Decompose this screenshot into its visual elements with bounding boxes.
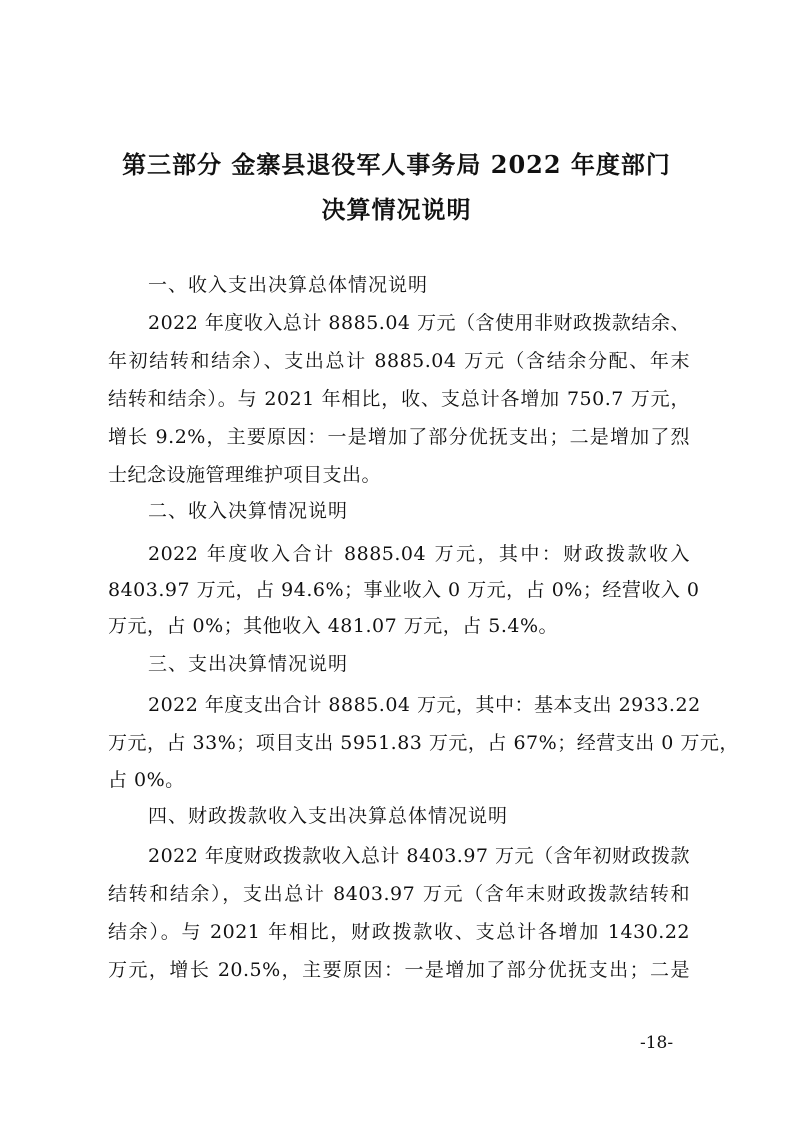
paragraph-line: 2022 年度支出合计 8885.04 万元，其中：基本支出 2933.22 — [148, 694, 701, 716]
section-heading-4: 四、财政拨款收入支出决算总体情况说明 — [148, 805, 509, 827]
paragraph-line: 结转和结余），支出总计 8403.97 万元（含年末财政拨款结转和 — [108, 883, 690, 905]
paragraph-line: 年初结转和结余）、支出总计 8885.04 万元（含结余分配、年末 — [108, 350, 690, 372]
paragraph-line: 2022 年度财政拨款收入总计 8403.97 万元（含年初财政拨款 — [148, 845, 691, 867]
section-heading-3: 三、支出决算情况说明 — [148, 653, 349, 675]
paragraph-line: 结转和结余）。与 2021 年相比，收、支总计各增加 750.7 万元， — [108, 388, 690, 410]
section-heading-1: 一、收入支出决算总体情况说明 — [148, 274, 429, 296]
page-number: -18- — [640, 1033, 674, 1053]
paragraph-line: 占 0%。 — [108, 769, 185, 791]
paragraph-line: 万元，占 0%；其他收入 481.07 万元，占 5.4%。 — [108, 615, 559, 637]
paragraph-line: 2022 年度收入合计 8885.04 万元，其中：财政拨款收入 — [148, 543, 690, 565]
paragraph-line: 结余）。与 2021 年相比，财政拨款收、支总计各增加 1430.22 — [108, 921, 690, 943]
paragraph-line: 士纪念设施管理维护项目支出。 — [108, 464, 382, 486]
paragraph-line: 2022 年度收入总计 8885.04 万元（含使用非财政拨款结余、 — [148, 312, 691, 334]
paragraph-line: 万元，增长 20.5%，主要原因：一是增加了部分优抚支出；二是 — [108, 959, 690, 981]
section-heading-2: 二、收入决算情况说明 — [148, 500, 349, 522]
page-title-line2: 决算情况说明 — [321, 195, 472, 224]
paragraph-line: 增长 9.2%，主要原因：一是增加了部分优抚支出；二是增加了烈 — [108, 426, 690, 448]
paragraph-line: 8403.97 万元，占 94.6%；事业收入 0 万元，占 0%；经营收入 0 — [108, 579, 700, 601]
page-title: 第三部分 金寨县退役军人事务局 2022 年度部门 — [122, 150, 671, 179]
paragraph-line: 万元，占 33%；项目支出 5951.83 万元，占 67%；经营支出 0 万元， — [108, 732, 739, 754]
